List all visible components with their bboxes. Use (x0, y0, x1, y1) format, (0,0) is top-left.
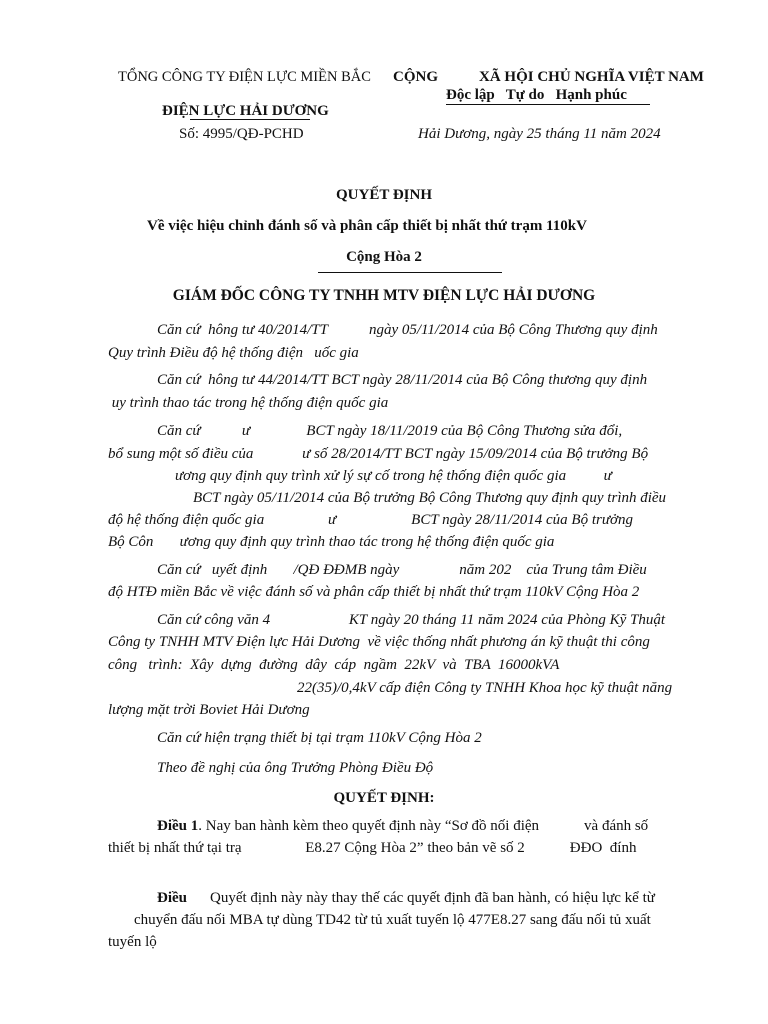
article-2-line-2: chuyển đấu nối MBA tự dùng TD42 từ tủ xuất tuyến lộ 477E8.27 sang đấu nối tủ xuất (134, 912, 651, 928)
basis-line: Căn cứ hông tư 44/2014/TT BCT ngày 28/11/2014 của Bộ Công thương quy định (157, 372, 648, 388)
header-motto: Độc lập Tự do Hạnh phúc (446, 87, 627, 103)
unit-underline (190, 119, 310, 120)
article-1-line-2: thiết bị nhất thứ tại trạ E8.27 Cộng Hòa 2” theo bản vẽ số 2 ĐĐO đính (108, 840, 637, 856)
document-subject: Về việc hiệu chỉnh đánh số và phân cấp thiết bị nhất thứ trạm 110kV (147, 218, 587, 234)
title-rule (318, 272, 502, 273)
document-title: QUYẾT ĐỊNH (336, 187, 432, 203)
header-cong-word: CỘNG (393, 69, 438, 85)
station-name: Cộng Hòa 2 (346, 249, 422, 265)
basis-line: Bộ Côn ương quy định quy trình thao tác trong hệ thống điện quốc gia (108, 534, 555, 550)
article-2-line-1: Quyết định này này thay thế các quyết định đã ban hành, có hiệu lực kể từ (210, 890, 655, 906)
article-2-line-3: tuyến lộ (108, 934, 157, 950)
authority-heading: GIÁM ĐỐC CÔNG TY TNHH MTV ĐIỆN LỰC HẢI DƯƠNG (172, 287, 596, 304)
article-1-text: . Nay ban hành kèm theo quyết định này “Sơ đồ nối điện và đánh số (198, 818, 649, 834)
header-unit: ĐIỆN LỰC HẢI DƯƠNG (162, 103, 329, 119)
decision-heading: QUYẾT ĐỊNH: (333, 790, 435, 806)
basis-line: ương quy định quy trình xử lý sự cố trong hệ thống điện quốc gia ư (175, 468, 612, 484)
basis-line: Công ty TNHH MTV Điện lực Hải Dương về việc thống nhất phương án kỹ thuật thi công (108, 634, 650, 650)
basis-line: Căn cứ ư BCT ngày 18/11/2019 của Bộ Công Thương sửa đổi, (157, 423, 623, 439)
basis-line: Theo đề nghị của ông Trưởng Phòng Điều Độ (157, 760, 434, 776)
basis-line: công trình: Xây dựng đường dây cáp ngầm 22kV và TBA 16000kVA (108, 657, 560, 673)
motto-underline (446, 104, 650, 105)
article-1-line-1 (157, 817, 648, 835)
place-date: Hải Dương, ngày 25 tháng 11 năm 2024 (418, 126, 661, 142)
doc-number: Số: 4995/QĐ-PCHD (179, 126, 304, 142)
basis-line: Căn cứ uyết định /QĐ ĐĐMB ngày năm 202 của Trung tâm Điều (157, 562, 647, 578)
header-parent-org: TỔNG CÔNG TY ĐIỆN LỰC MIỀN BẮC (118, 69, 371, 85)
header-national-title: XÃ HỘI CHỦ NGHĨA VIỆT NAM (479, 69, 704, 85)
article-2-label: Điều (157, 890, 187, 906)
article-1-label: Điều 1 (157, 818, 199, 834)
basis-line: BCT ngày 05/11/2014 của Bộ trưởng Bộ Công Thương quy định quy trình điều (193, 490, 667, 506)
basis-line: lượng mặt trời Boviet Hải Dương (108, 702, 310, 718)
basis-line: bổ sung một số điều của ư số 28/2014/TT BCT ngày 15/09/2014 của Bộ trưởng Bộ (108, 446, 649, 462)
basis-line: độ HTĐ miền Bắc về việc đánh số và phân cấp thiết bị nhất thứ trạm 110kV Cộng Hòa 2 (108, 584, 640, 600)
basis-line: Quy trình Điều độ hệ thống điện uốc gia (108, 345, 359, 361)
basis-line: độ hệ thống điện quốc gia ư BCT ngày 28/11/2014 của Bộ trưởng (108, 512, 634, 528)
basis-line: 22(35)/0,4kV cấp điện Công ty TNHH Khoa học kỹ thuật năng (297, 680, 673, 696)
basis-line: Căn cứ công văn 4 KT ngày 20 tháng 11 năm 2024 của Phòng Kỹ Thuật (157, 612, 666, 628)
basis-line: Căn cứ hông tư 40/2014/TT ngày 05/11/2014 của Bộ Công Thương quy định (157, 322, 658, 338)
basis-line: uy trình thao tác trong hệ thống điện quốc gia (108, 395, 389, 411)
basis-line: Căn cứ hiện trạng thiết bị tại trạm 110kV Cộng Hòa 2 (157, 730, 482, 746)
